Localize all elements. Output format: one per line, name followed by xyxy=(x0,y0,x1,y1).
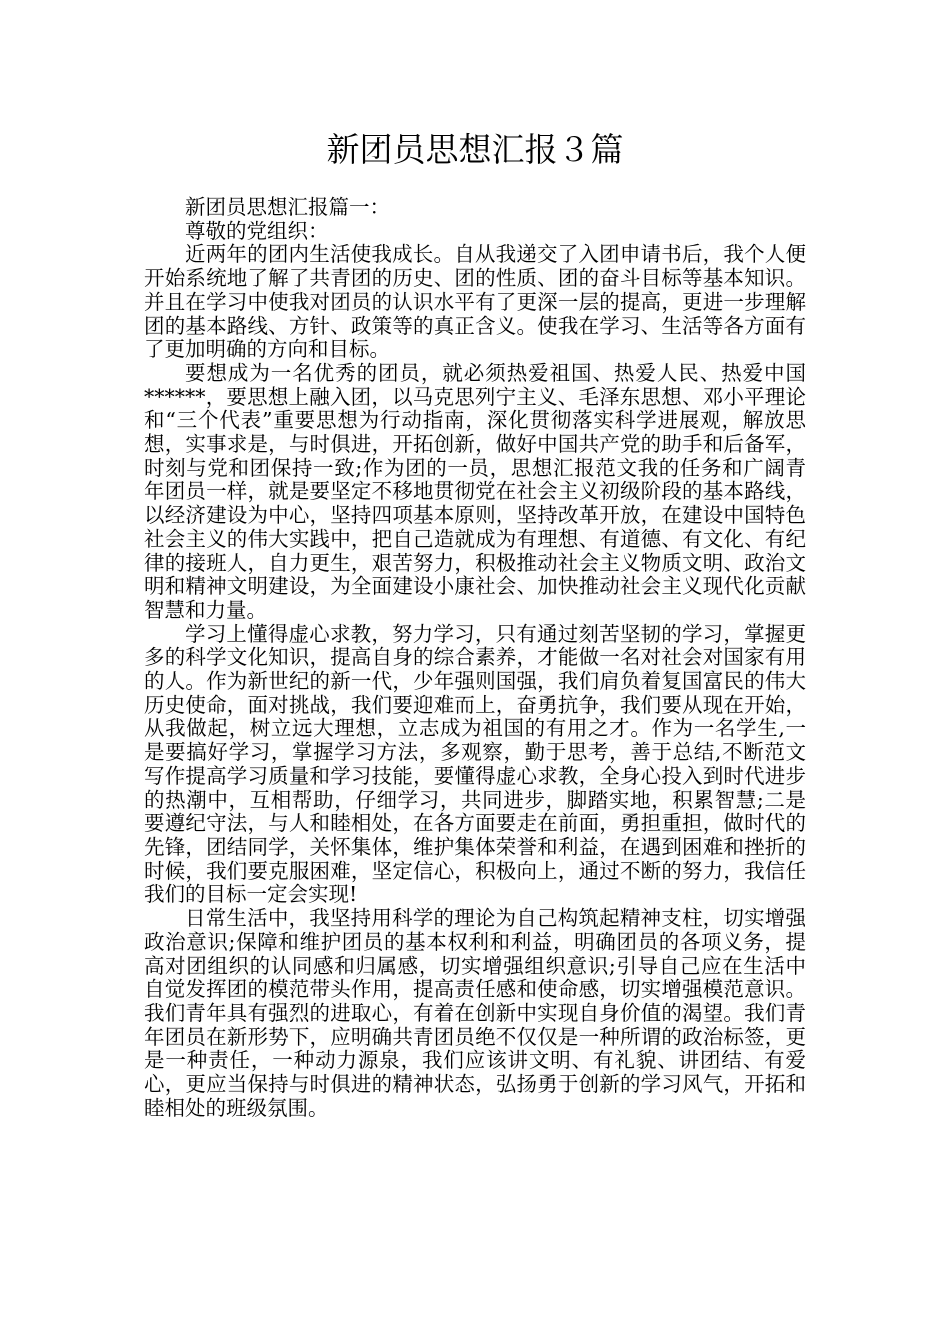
paragraph: 近两年的团内生活使我成长。自从我递交了入团申请书后，我个人便开始系统地了解了共青团的历史、团的性质、团的奋斗目标等基本知识。并且在学习中使我对团员的认识水平有了更深一层的提高，更进一步理解团的基本路线、方针、政策等的真正含义。使我在学习、生活等各方面有了更加明确的方向和目标。 xyxy=(144,242,806,362)
paragraph: 日常生活中，我坚持用科学的理论为自己构筑起精神支柱，切实增强政治意识;保障和维护团员的基本权利和利益，明确团员的各项义务，提高对团组织的认同感和归属感，切实增强组织意识;引导自己应在生活中自觉发挥团的模范带头作用，提高责任感和使命感，切实增强模范意识。我们青年具有强烈的进取心，有着在创新中实现自身价值的渴望。我们青年团员在新形势下，应明确共青团员绝不仅仅是一种所谓的政治标签，更是一种责任，一种动力源泉，我们应该讲文明、有礼貌、讲团结、有爱心，更应当保持与时俱进的精神状态，弘扬勇于创新的学习风气，开拓和睦相处的班级氛围。 xyxy=(144,906,806,1120)
document-body xyxy=(144,196,806,1120)
salutation: 尊敬的党组织： xyxy=(185,218,329,243)
paragraph: 学习上懂得虚心求教，努力学习，只有通过刻苦坚韧的学习，掌握更多的科学文化知识，提高自身的综合素养，才能做一名对社会对国家有用的人。作为新世纪的新一代，少年强则国强，我们肩负着复国富民的伟大历史使命，面对挑战，我们要迎难而上，奋勇抗争，我们要从现在开始，从我做起，树立远大理想，立志成为祖国的有用之才。作为一名学生,一是要搞好学习，掌握学习方法，多观察，勤于思考，善于总结,不断范文写作提高学习质量和学习技能，要懂得虚心求教，全身心投入到时代进步的热潮中，互相帮助，仔细学习，共同进步，脚踏实地，积累智慧;二是要遵纪守法，与人和睦相处，在各方面要走在前面，勇担重担，做时代的先锋，团结同学，关怀集体，维护集体荣誉和利益，在遇到困难和挫折的时候，我们要克服困难，坚定信心，积极向上，通过不断的努力，我信任我们的目标一定会实现! xyxy=(144,621,806,907)
section-heading: 新团员思想汇报篇一： xyxy=(185,195,390,219)
document-title: 新团员思想汇报３篇 xyxy=(326,130,624,169)
paragraph: 要想成为一名优秀的团员，就必须热爱祖国、热爱人民、热爱中国******，要思想上融入团，以马克思列宁主义、毛泽东思想、邓小平理论和“三个代表”重要思想为行动指南，深化贯彻落实科学进展观，解放思想，实事求是，与时俱进，开拓创新，做好中国共产党的助手和后备军，时刻与党和团保持一致;作为团的一员，思想汇报范文我的任务和广阔青年团员一样，就是要坚定不移地贯彻党在社会主义初级阶段的基本路线，以经济建设为中心，坚持四项基本原则，坚持改革开放，在建设中国特色社会主义的伟大实践中，把自己造就成为有理想、有道德、有文化、有纪律的接班人，自力更生，艰苦努力，积极推动社会主义物质文明、政治文明和精神文明建设，为全面建设小康社会、加快推动社会主义现代化贡献智慧和力量。 xyxy=(144,360,806,622)
